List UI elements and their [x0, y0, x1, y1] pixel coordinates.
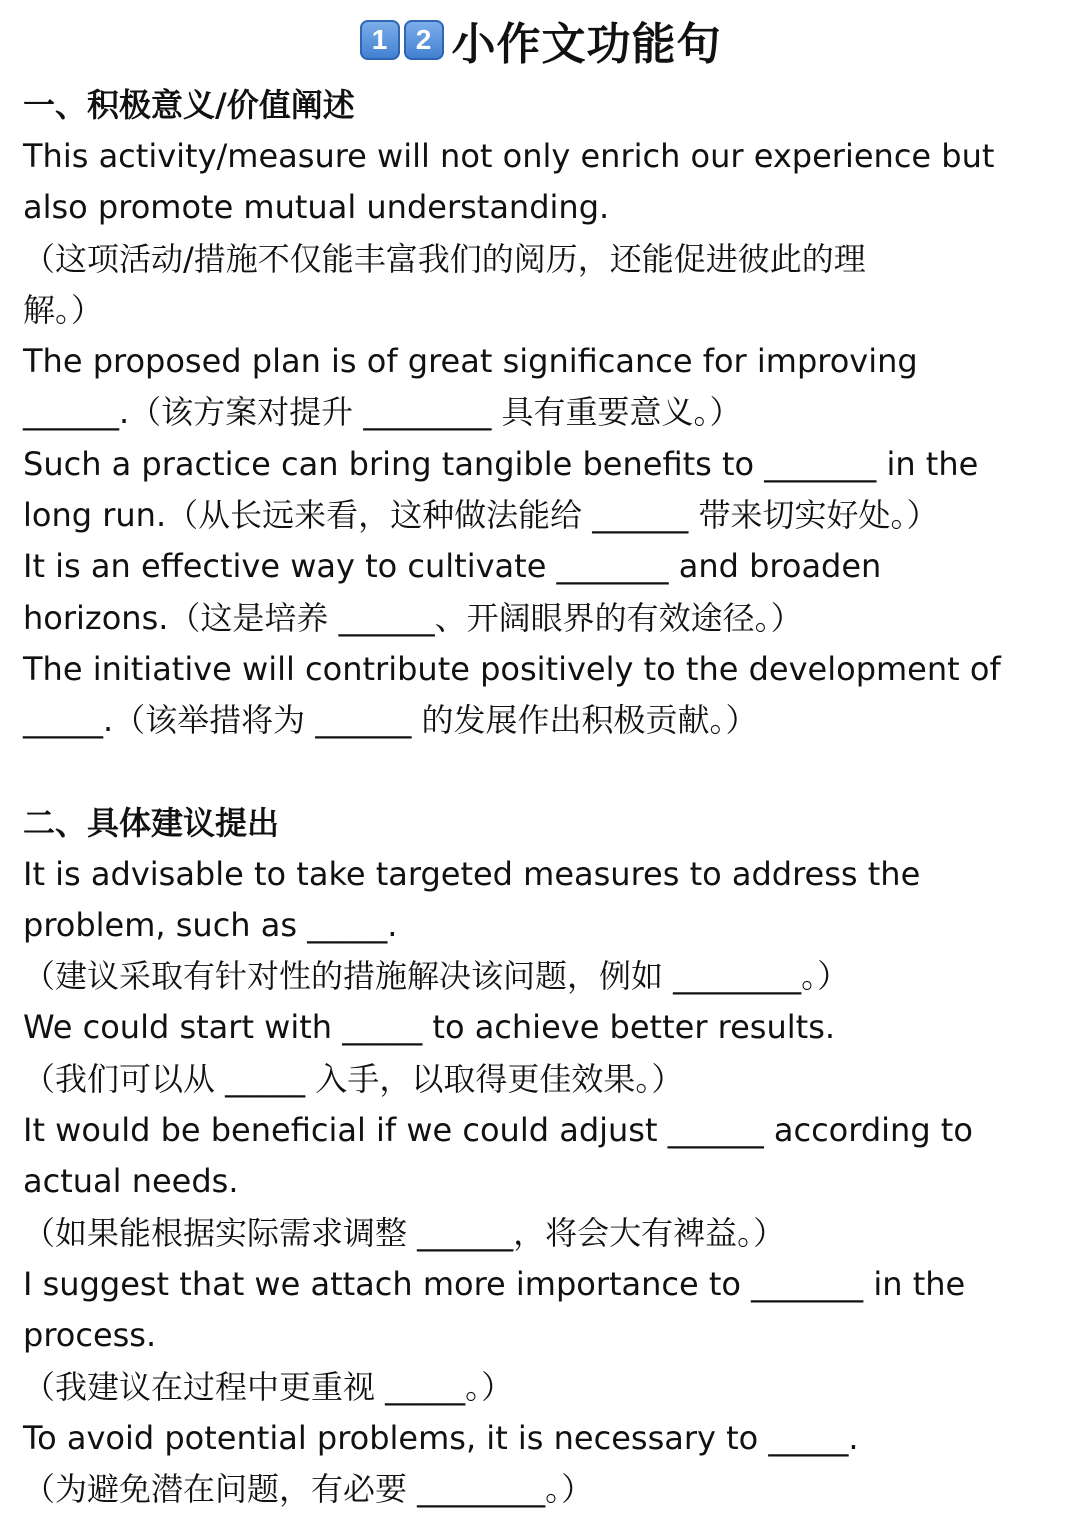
- sentence-line: The initiative will contribute positively to the development of: [23, 649, 1001, 688]
- sentence-line: horizons.（这是培养 ______、开阔眼界的有效途径。）: [23, 598, 803, 637]
- section-heading-suggestions: 二、具体建议提出: [23, 803, 280, 842]
- sentence-line: Such a practice can bring tangible benefits to _______ in the: [23, 444, 979, 483]
- translation-line: （如果能根据实际需求调整 ______，将会大有裨益。）: [23, 1213, 786, 1252]
- sentence-line: To avoid potential problems, it is necessary to _____.: [23, 1418, 859, 1457]
- sentence-line: _____.（该举措将为 ______ 的发展作出积极贡献。）: [23, 701, 758, 740]
- sentence-line: The proposed plan is of great significance for improving: [23, 342, 918, 381]
- number-one-badge-icon: 1: [360, 20, 400, 60]
- sentence-line: It would be beneficial if we could adjust ______ according to: [23, 1111, 973, 1150]
- sentence-line: ______.（该方案对提升 ________ 具有重要意义。）: [23, 393, 742, 432]
- sentence-line: I suggest that we attach more importance to _______ in the: [23, 1264, 966, 1303]
- section-spacer: [23, 747, 1068, 798]
- section-heading-positive-significance: 一、积极意义/价值阐述: [23, 86, 355, 124]
- sentence-line: This activity/measure will not only enrich our experience but: [23, 137, 995, 175]
- translation-line: 解。）: [23, 290, 104, 329]
- sentence-line: long run.（从长远来看，这种做法能给 ______ 带来切实好处。）: [23, 496, 939, 535]
- translation-line: （这项活动/措施不仅能丰富我们的阅历，还能促进彼此的理: [23, 239, 866, 278]
- sentence-line: It is an effective way to cultivate _______ and broaden: [23, 547, 882, 586]
- sentence-line: We could start with _____ to achieve better results.: [23, 1008, 836, 1047]
- sentence-line: also promote mutual understanding.: [23, 188, 610, 227]
- translation-line: （我建议在过程中更重视 _____。）: [23, 1367, 514, 1406]
- title-row: [13, 0, 1068, 80]
- translation-line: （建议采取有针对性的措施解决该问题，例如 ________。）: [23, 957, 850, 996]
- translation-line: （我们可以从 _____ 入手，以取得更佳效果。）: [23, 1059, 684, 1098]
- sentence-line: It is advisable to take targeted measures to address the: [23, 854, 921, 893]
- sentence-line: problem, such as _____.: [23, 905, 398, 944]
- page-title: 小作文功能句: [451, 19, 722, 70]
- sentence-line: process.: [23, 1316, 157, 1355]
- translation-line: （为避免潜在问题，有必要 ________。）: [23, 1470, 594, 1509]
- number-two-badge-icon: 2: [404, 20, 444, 60]
- sentence-line: actual needs.: [23, 1162, 239, 1201]
